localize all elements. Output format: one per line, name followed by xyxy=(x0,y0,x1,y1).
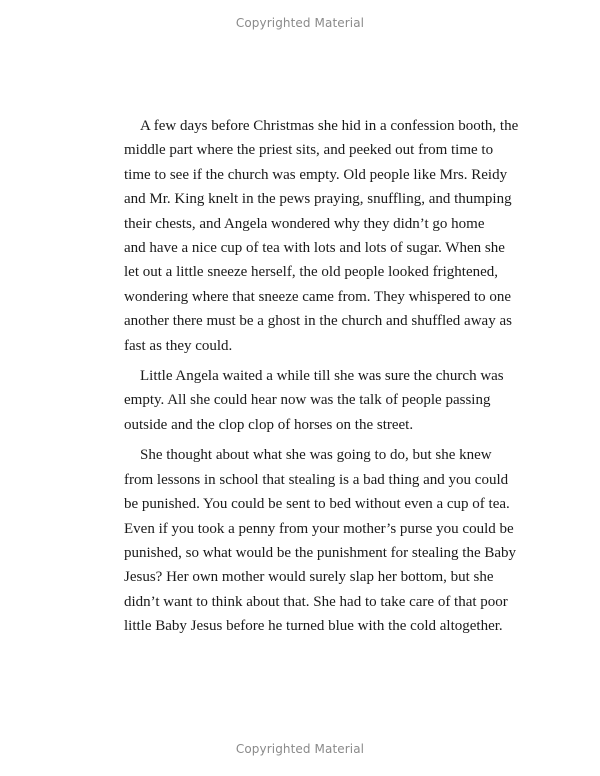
text-line: Little Angela waited a while till she was sure the church was xyxy=(140,368,504,385)
text-line: another there must be a ghost in the church and shuffled away as xyxy=(124,313,512,330)
text-line: She thought about what she was going to do, but she knew xyxy=(140,447,492,464)
text-line: fast as they could. xyxy=(124,337,233,354)
copyright-watermark-bottom: Copyrighted Material xyxy=(235,742,365,756)
paragraph-2 xyxy=(124,364,504,437)
text-line: their chests, and Angela wondered why they didn’t go home xyxy=(124,215,485,232)
text-line: time to see if the church was empty. Old people like Mrs. Reidy xyxy=(124,166,508,183)
text-line: and have a nice cup of tea with lots and lots of sugar. When she xyxy=(124,240,505,257)
text-line: Even if you took a penny from your mother’s purse you could be xyxy=(124,520,514,537)
text-line: A few days before Christmas she hid in a confession booth, the xyxy=(140,118,519,134)
page-body xyxy=(124,114,519,645)
text-line: outside and the clop clop of horses on the street. xyxy=(124,416,414,433)
text-line: didn’t want to think about that. She had to take care of that poor xyxy=(124,593,508,610)
text-line: middle part where the priest sits, and peeked out from time to xyxy=(124,142,494,159)
text-line: let out a little sneeze herself, the old people looked frightened, xyxy=(124,264,499,281)
copyright-watermark-top: Copyrighted Material xyxy=(235,16,365,30)
text-line: little Baby Jesus before he turned blue with the cold altogether. xyxy=(124,618,503,635)
text-line: from lessons in school that stealing is a bad thing and you could xyxy=(124,471,509,488)
paragraph-1 xyxy=(124,114,519,358)
paragraph-3 xyxy=(124,443,517,638)
text-line: and Mr. King knelt in the pews praying, snuffling, and thumping xyxy=(124,191,512,208)
text-line: Jesus? Her own mother would surely slap her bottom, but she xyxy=(124,569,494,586)
text-line: be punished. You could be sent to bed without even a cup of tea. xyxy=(124,496,510,513)
text-line: punished, so what would be the punishment for stealing the Baby xyxy=(124,544,517,561)
text-line: wondering where that sneeze came from. They whispered to one xyxy=(124,288,512,305)
text-line: empty. All she could hear now was the talk of people passing xyxy=(124,392,491,409)
